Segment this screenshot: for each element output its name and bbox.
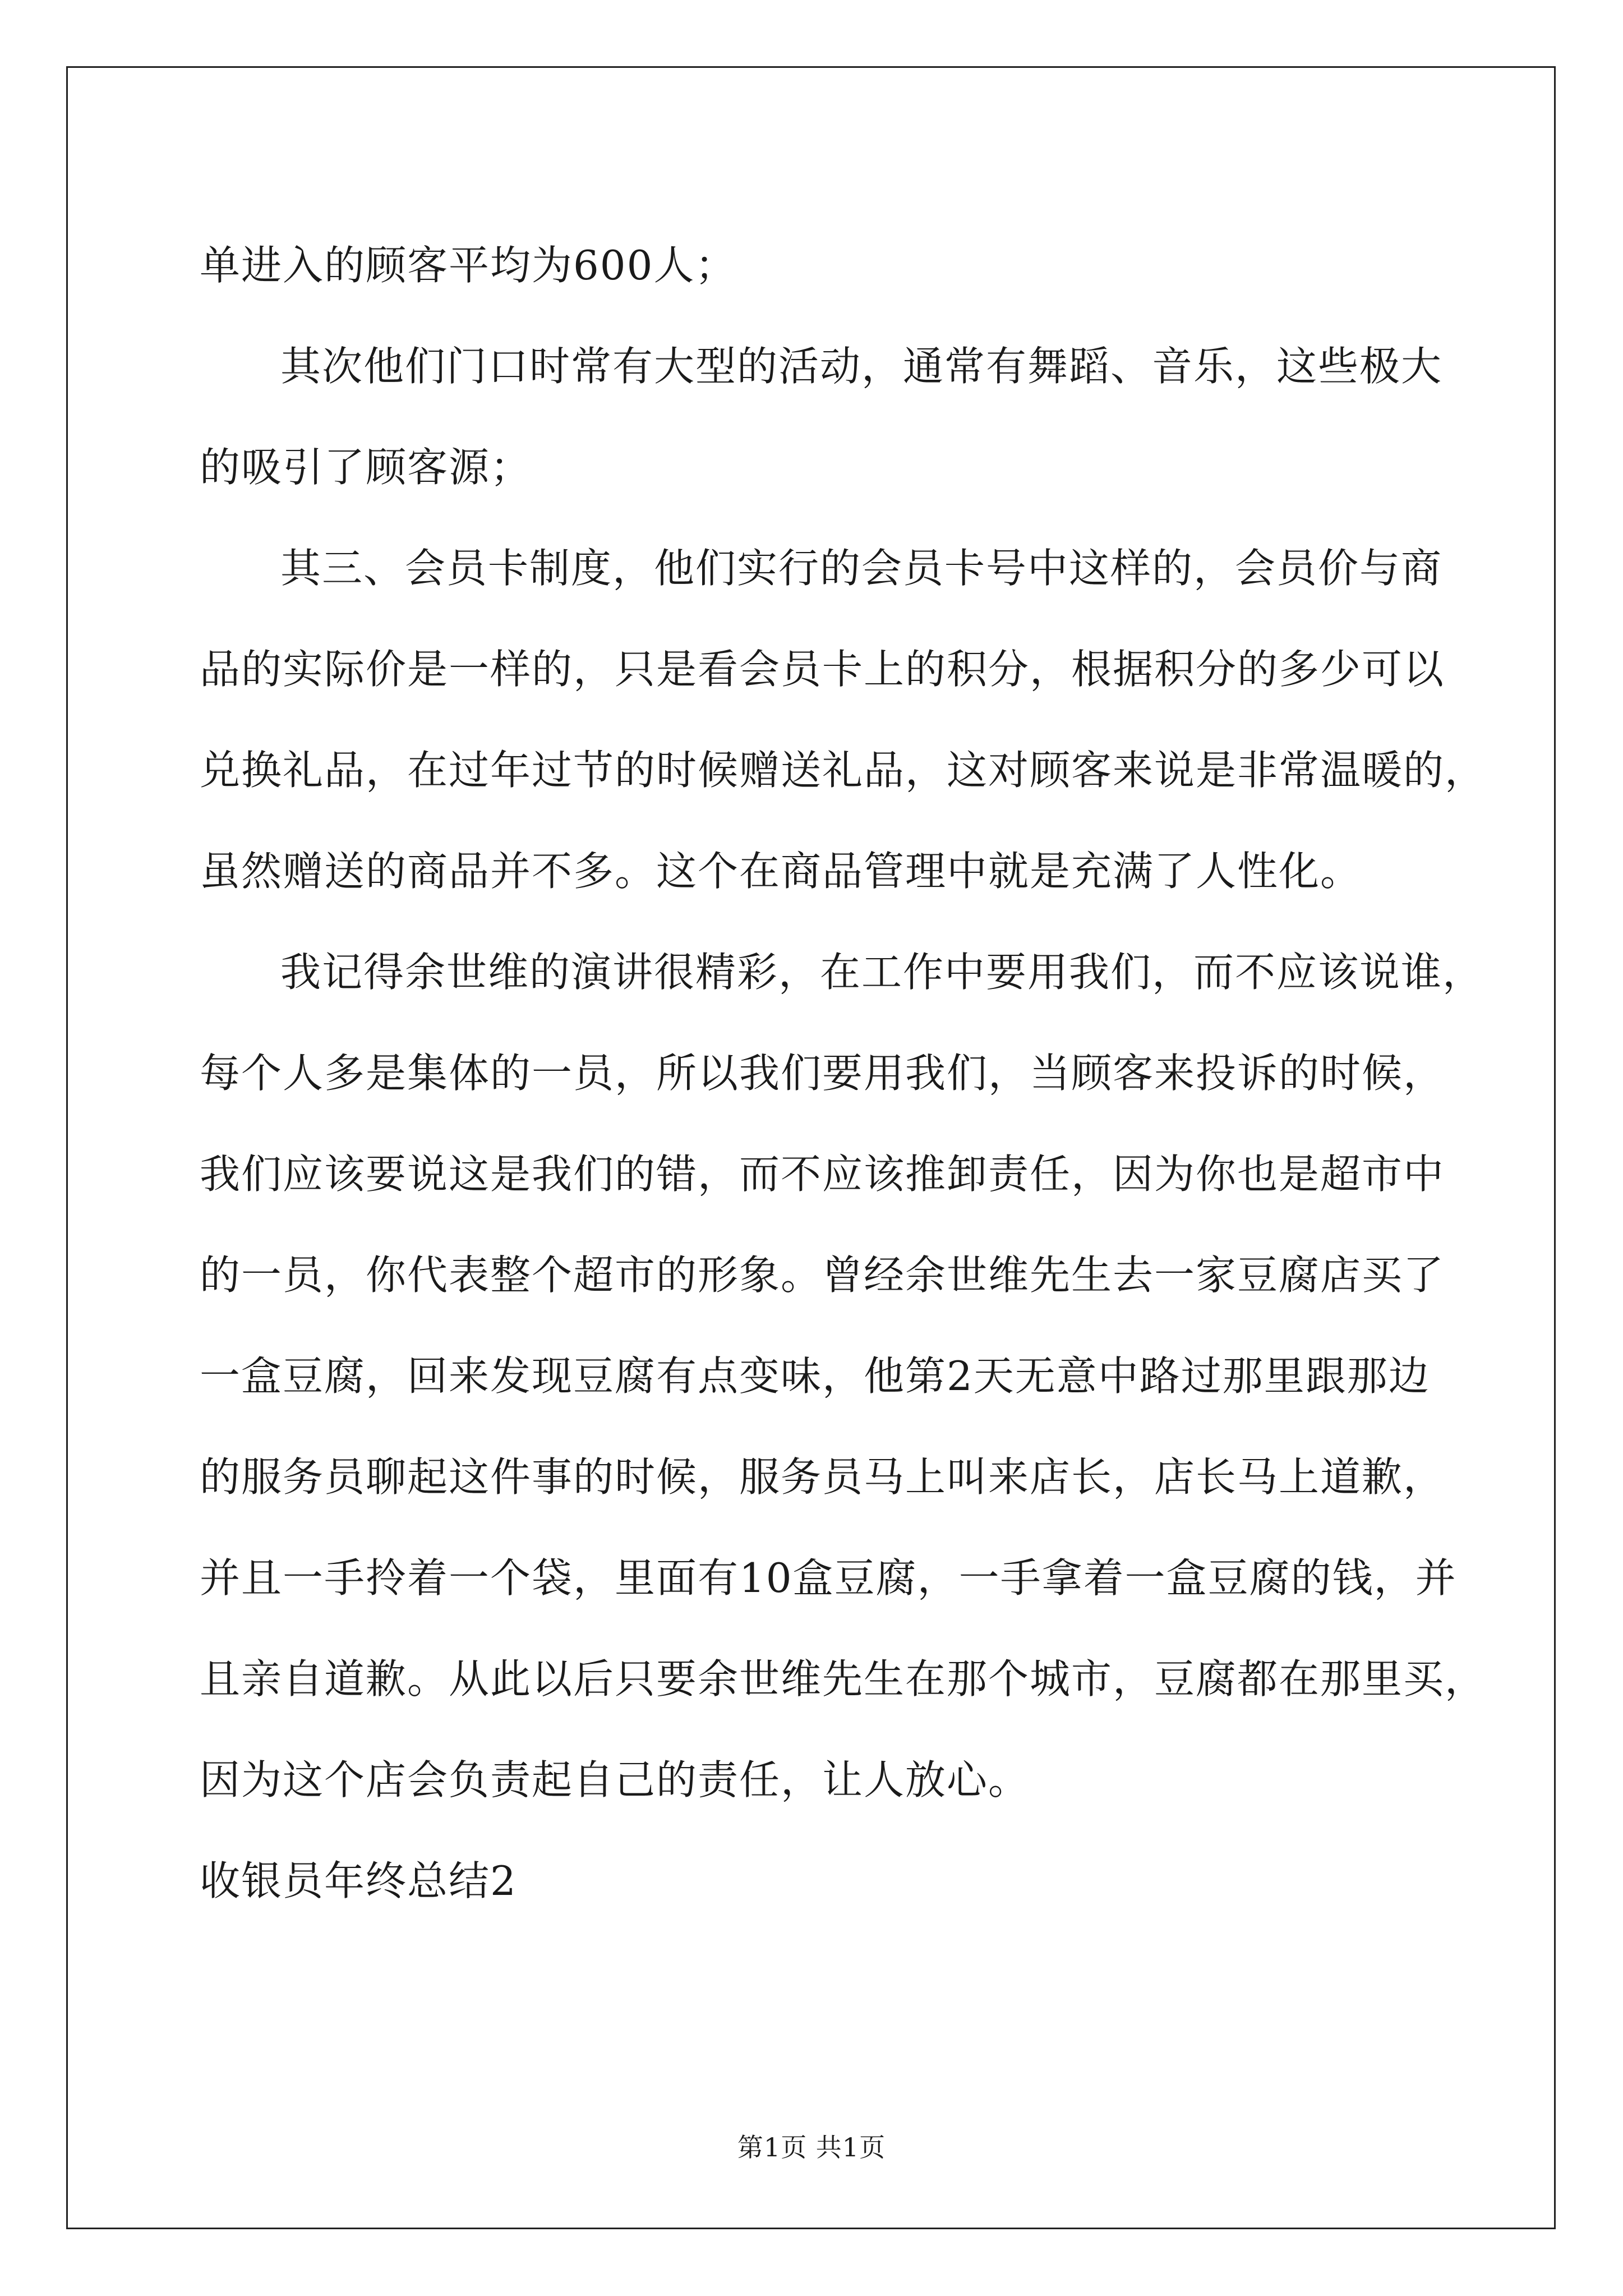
text-line-1: 单进入的顾客平均为600人； [200,242,737,289]
text-line-4: 其三、会员卡制度，他们实行的会员卡号中这样的，会员价与商 [280,545,1443,592]
document-body [200,215,1487,1931]
text-line-12: 一盒豆腐，回来发现豆腐有点变味，他第2天无意中路过那里跟那边 [200,1352,1430,1400]
text-line-11: 的一员，你代表整个超市的形象。曾经余世维先生去一家豆腐店买了 [200,1251,1445,1299]
text-line-16: 因为这个店会负责起自己的责任，让人放心。 [200,1756,1030,1803]
page-number: 第1页 共1页 [737,2132,886,2162]
text-line-5: 品的实际价是一样的，只是看会员卡上的积分，根据积分的多少可以 [200,646,1445,693]
text-line-10: 我们应该要说这是我们的错，而不应该推卸责任，因为你也是超市中 [200,1151,1445,1198]
text-line-9: 每个人多是集体的一员，所以我们要用我们，当顾客来投诉的时候， [200,1050,1445,1097]
text-line-2: 其次他们门口时常有大型的活动，通常有舞蹈、音乐，这些极大 [280,343,1443,390]
text-line-6: 兑换礼品，在过年过节的时候赠送礼品，这对顾客来说是非常温暖的， [200,747,1487,794]
text-line-7: 虽然赠送的商品并不多。这个在商品管理中就是充满了人性化。 [200,848,1362,895]
text-line-15: 且亲自道歉。从此以后只要余世维先生在那个城市，豆腐都在那里买， [200,1655,1487,1703]
section-heading: 收银员年终总结2 [200,1857,517,1904]
text-line-14: 并且一手拎着一个袋，里面有10盒豆腐，一手拿着一盒豆腐的钱，并 [200,1554,1457,1602]
text-line-3: 的吸引了顾客源； [200,444,532,491]
text-line-13: 的服务员聊起这件事的时候，服务员马上叫来店长，店长马上道歉， [200,1453,1445,1501]
text-line-8: 我记得余世维的演讲很精彩，在工作中要用我们，而不应该说谁， [280,949,1484,996]
page-footer [0,2131,1623,2164]
